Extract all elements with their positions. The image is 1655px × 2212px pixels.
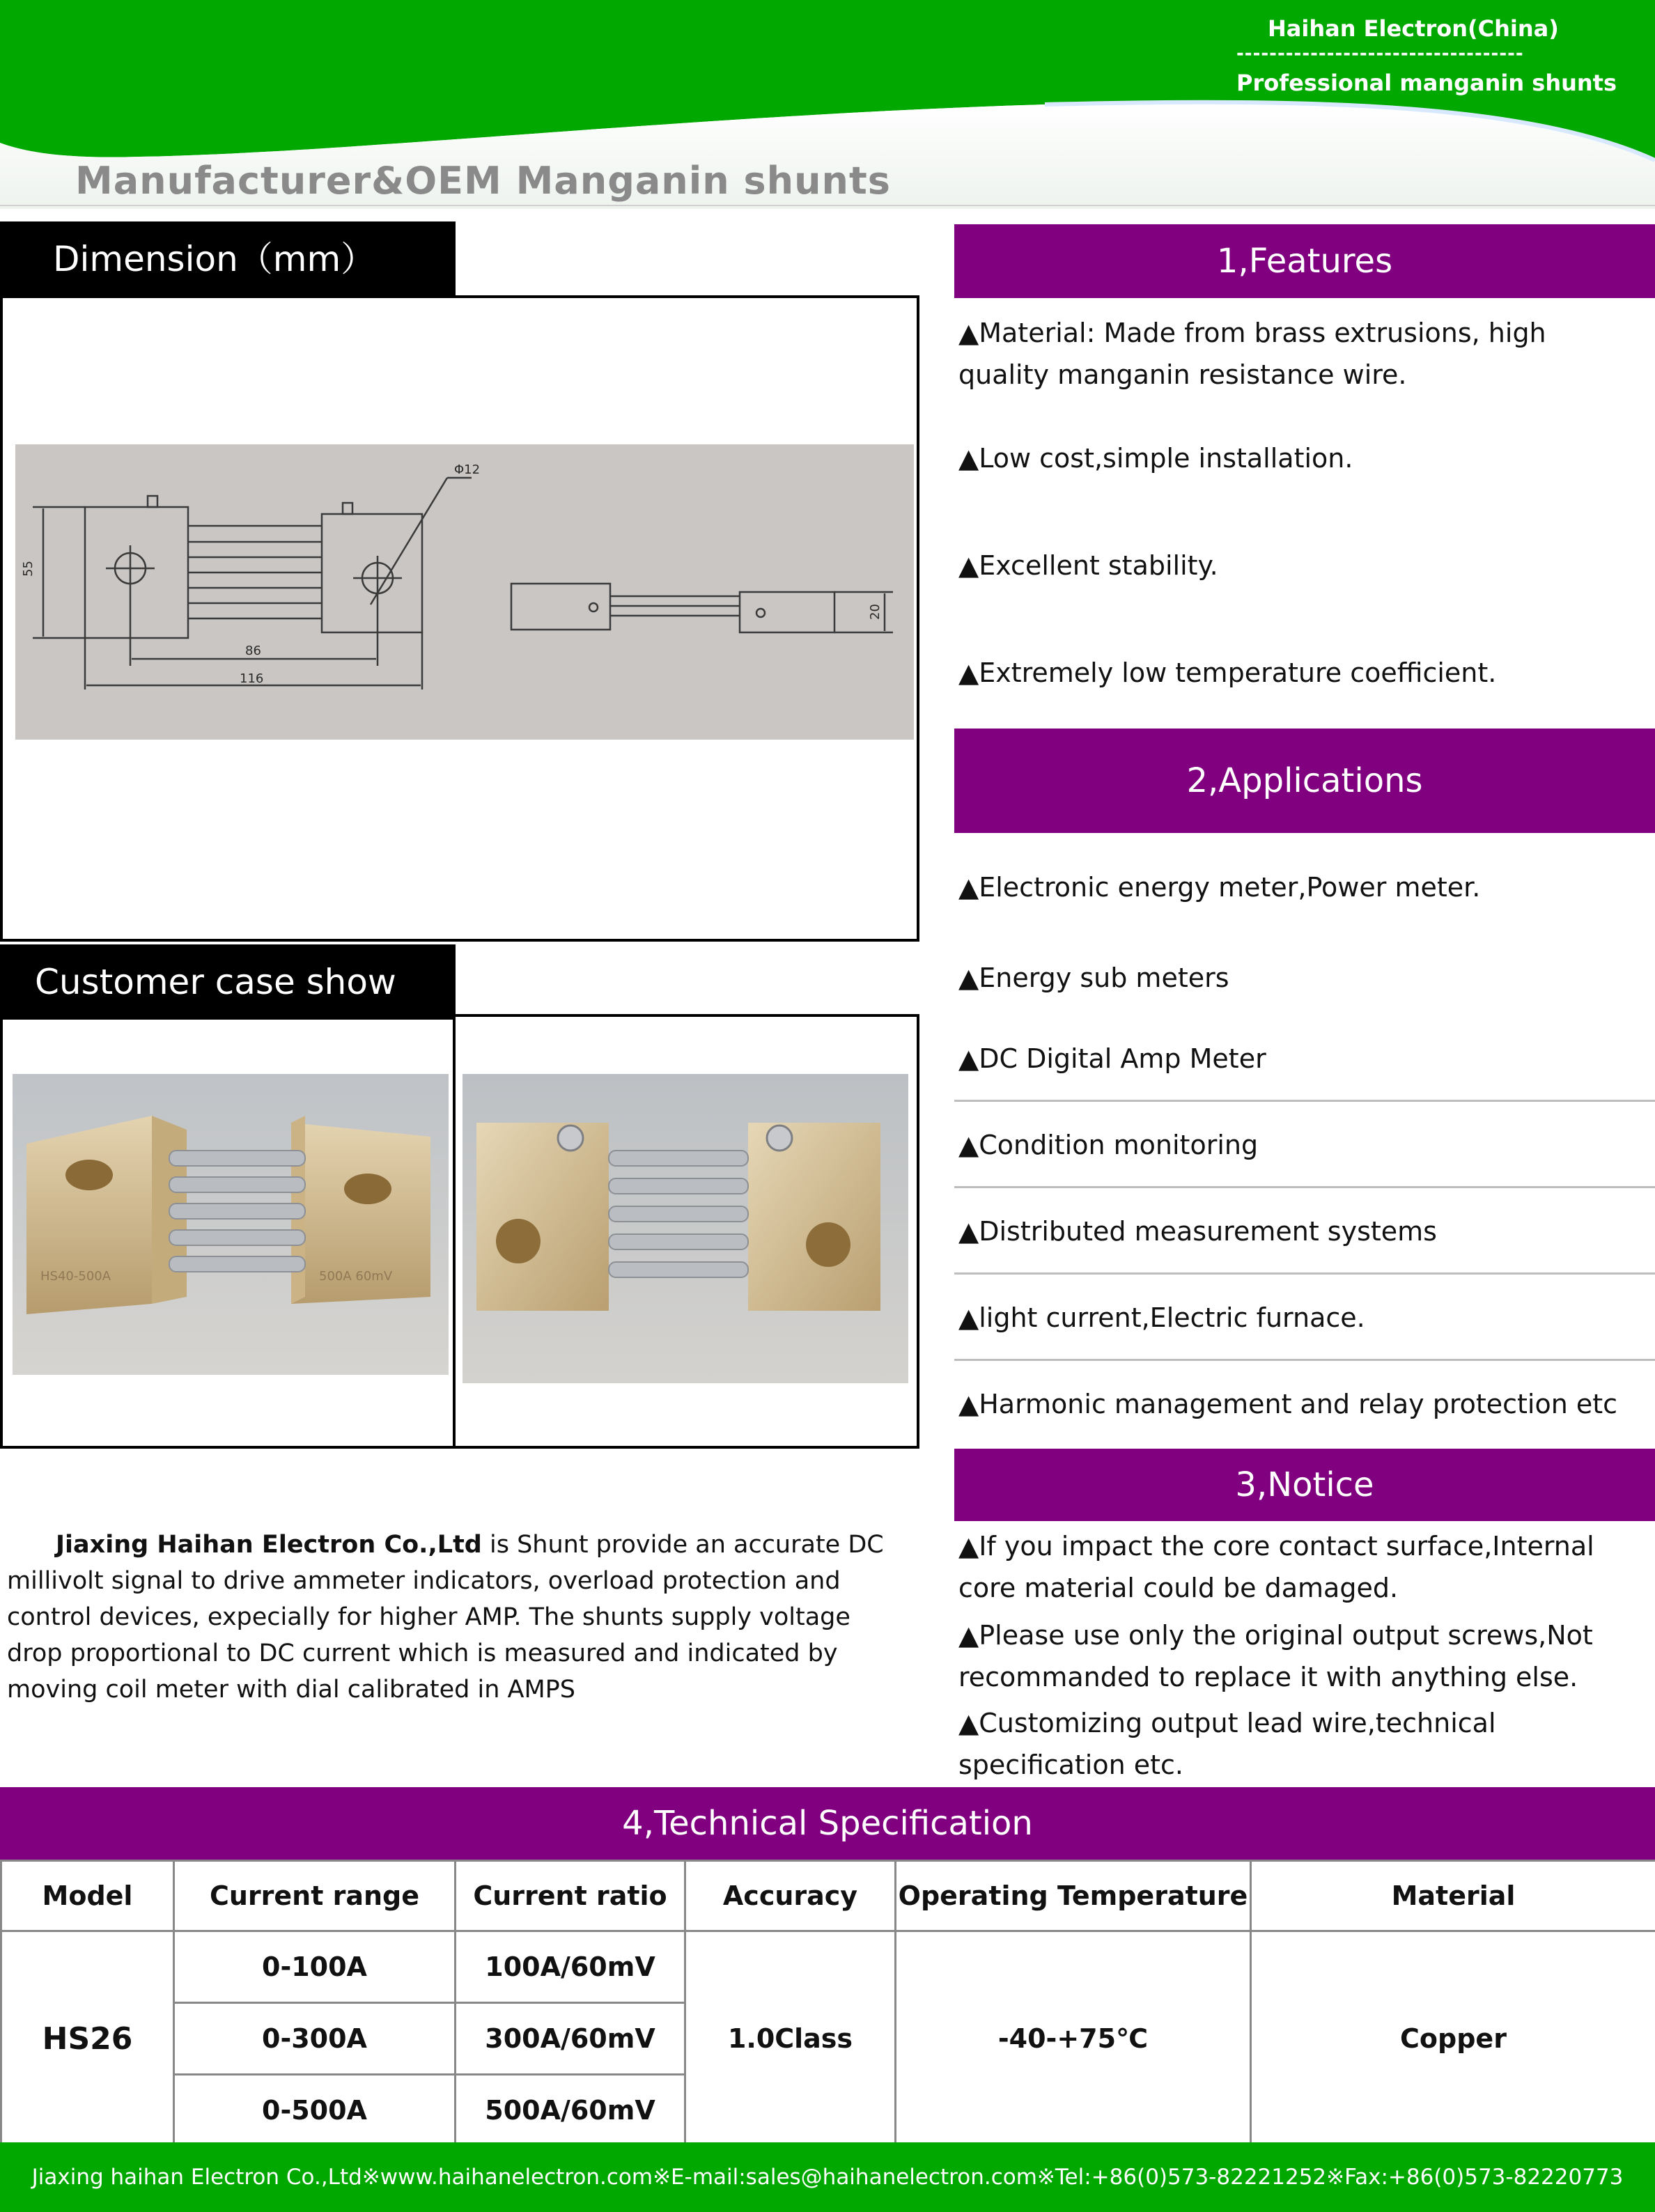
feature-item-cost: ▲Low cost,simple installation.: [958, 443, 1353, 474]
feature-item-material: ▲Material: Made from brass extrusions, high quality manganin resistance wire.: [958, 318, 1546, 390]
photo1-mark-rating: 500A 60mV: [319, 1269, 393, 1284]
customer-title: Customer case show: [0, 944, 456, 1020]
notice-item-screws: ▲Please use only the original output screws,Not recommanded to replace it with anything else.: [958, 1620, 1593, 1692]
shunt-photo-1: [13, 1074, 449, 1375]
cell-model: HS26: [1, 1931, 174, 2147]
photo-divider: [453, 1014, 456, 1449]
feature-item-coefficient: ▲Extremely low temperature coefficient.: [958, 657, 1497, 688]
dim-label-hole: 86: [245, 644, 261, 658]
header-model: Model: [1, 1861, 174, 1931]
application-item-furnace: ▲light current,Electric furnace.: [958, 1302, 1365, 1333]
application-item-distributed: ▲Distributed measurement systems: [958, 1216, 1437, 1247]
dim-label-height: 55: [21, 561, 36, 577]
dim-label-length: 116: [240, 671, 264, 686]
cell-accuracy: 1.0Class: [685, 1931, 896, 2147]
cell-range: 0-300A: [174, 2003, 456, 2075]
footer-contact: Jiaxing haihan Electron Co.,Ltd※www.haihanelectron.com※E-mail:sales@haihanelectron.com※Tel:+86(0)573-82221252※Fax:+86(0)573-82220773: [0, 2142, 1655, 2212]
page-subtitle: Manufacturer&OEM Manganin shunts: [75, 159, 891, 203]
header-current-ratio: Current ratio: [456, 1861, 685, 1931]
header-current-range: Current range: [174, 1861, 456, 1931]
brand-divider: -----------------------------------: [1236, 43, 1524, 64]
features-heading: 1,Features: [954, 224, 1655, 298]
application-item-amp-meter: ▲DC Digital Amp Meter: [958, 1043, 1266, 1074]
header-temperature: Operating Temperature: [896, 1861, 1251, 1931]
cell-ratio: 300A/60mV: [456, 2003, 685, 2075]
application-item-sub-meters: ▲Energy sub meters: [958, 963, 1229, 993]
intro-company: Jiaxing Haihan Electron Co.,Ltd: [56, 1531, 482, 1559]
application-item-harmonic: ▲Harmonic management and relay protection etc: [958, 1389, 1618, 1419]
separator: [954, 1100, 1655, 1102]
dimension-drawing: [15, 444, 914, 740]
cell-range: 0-100A: [174, 1931, 456, 2003]
notice-item-customizing: ▲Customizing output lead wire,technical specification etc.: [958, 1708, 1496, 1780]
intro-paragraph: [7, 1527, 912, 1708]
dim-label-phi: Φ12: [454, 462, 481, 477]
intro-text: is Shunt provide an accurate DC millivolt signal to drive ammeter indicators, overload protection and control devices, expecially for higher AMP. The shunts supply voltage drop proportional to DC current which is measured and indicated by moving coil meter with dial calibrated in AMPS: [7, 1531, 884, 1704]
shunt-photo-2: [463, 1074, 908, 1383]
header-accuracy: Accuracy: [685, 1861, 896, 1931]
dimension-title: Dimension（mm）: [0, 221, 456, 297]
brand-name: Haihan Electron(China): [1268, 15, 1559, 42]
table-header-row: [1, 1861, 1655, 1931]
separator: [954, 1186, 1655, 1188]
notice-heading: 3,Notice: [954, 1449, 1655, 1521]
application-item-condition: ▲Condition monitoring: [958, 1130, 1259, 1160]
applications-heading: 2,Applications: [954, 729, 1655, 833]
cell-material: Copper: [1251, 1931, 1655, 2147]
notice-item-impact: ▲If you impact the core contact surface,Internal core material could be damaged.: [958, 1531, 1594, 1603]
header-material: Material: [1251, 1861, 1655, 1931]
separator: [954, 1272, 1655, 1275]
table-row: [1, 1931, 1655, 2003]
spec-heading: 4,Technical Specification: [0, 1787, 1655, 1860]
brand-tagline: Professional manganin shunts: [1236, 70, 1617, 96]
dimension-box: [0, 295, 919, 942]
separator: [954, 1359, 1655, 1361]
cell-range: 0-500A: [174, 2075, 456, 2147]
cell-temperature: -40-+75℃: [896, 1931, 1251, 2147]
cell-ratio: 500A/60mV: [456, 2075, 685, 2147]
photo1-mark-model: HS40-500A: [40, 1269, 111, 1284]
spec-table: [0, 1860, 1655, 2147]
application-item-meter: ▲Electronic energy meter,Power meter.: [958, 872, 1481, 903]
feature-item-stability: ▲Excellent stability.: [958, 550, 1218, 581]
cell-ratio: 100A/60mV: [456, 1931, 685, 2003]
dim-label-thickness: 20: [868, 604, 883, 620]
